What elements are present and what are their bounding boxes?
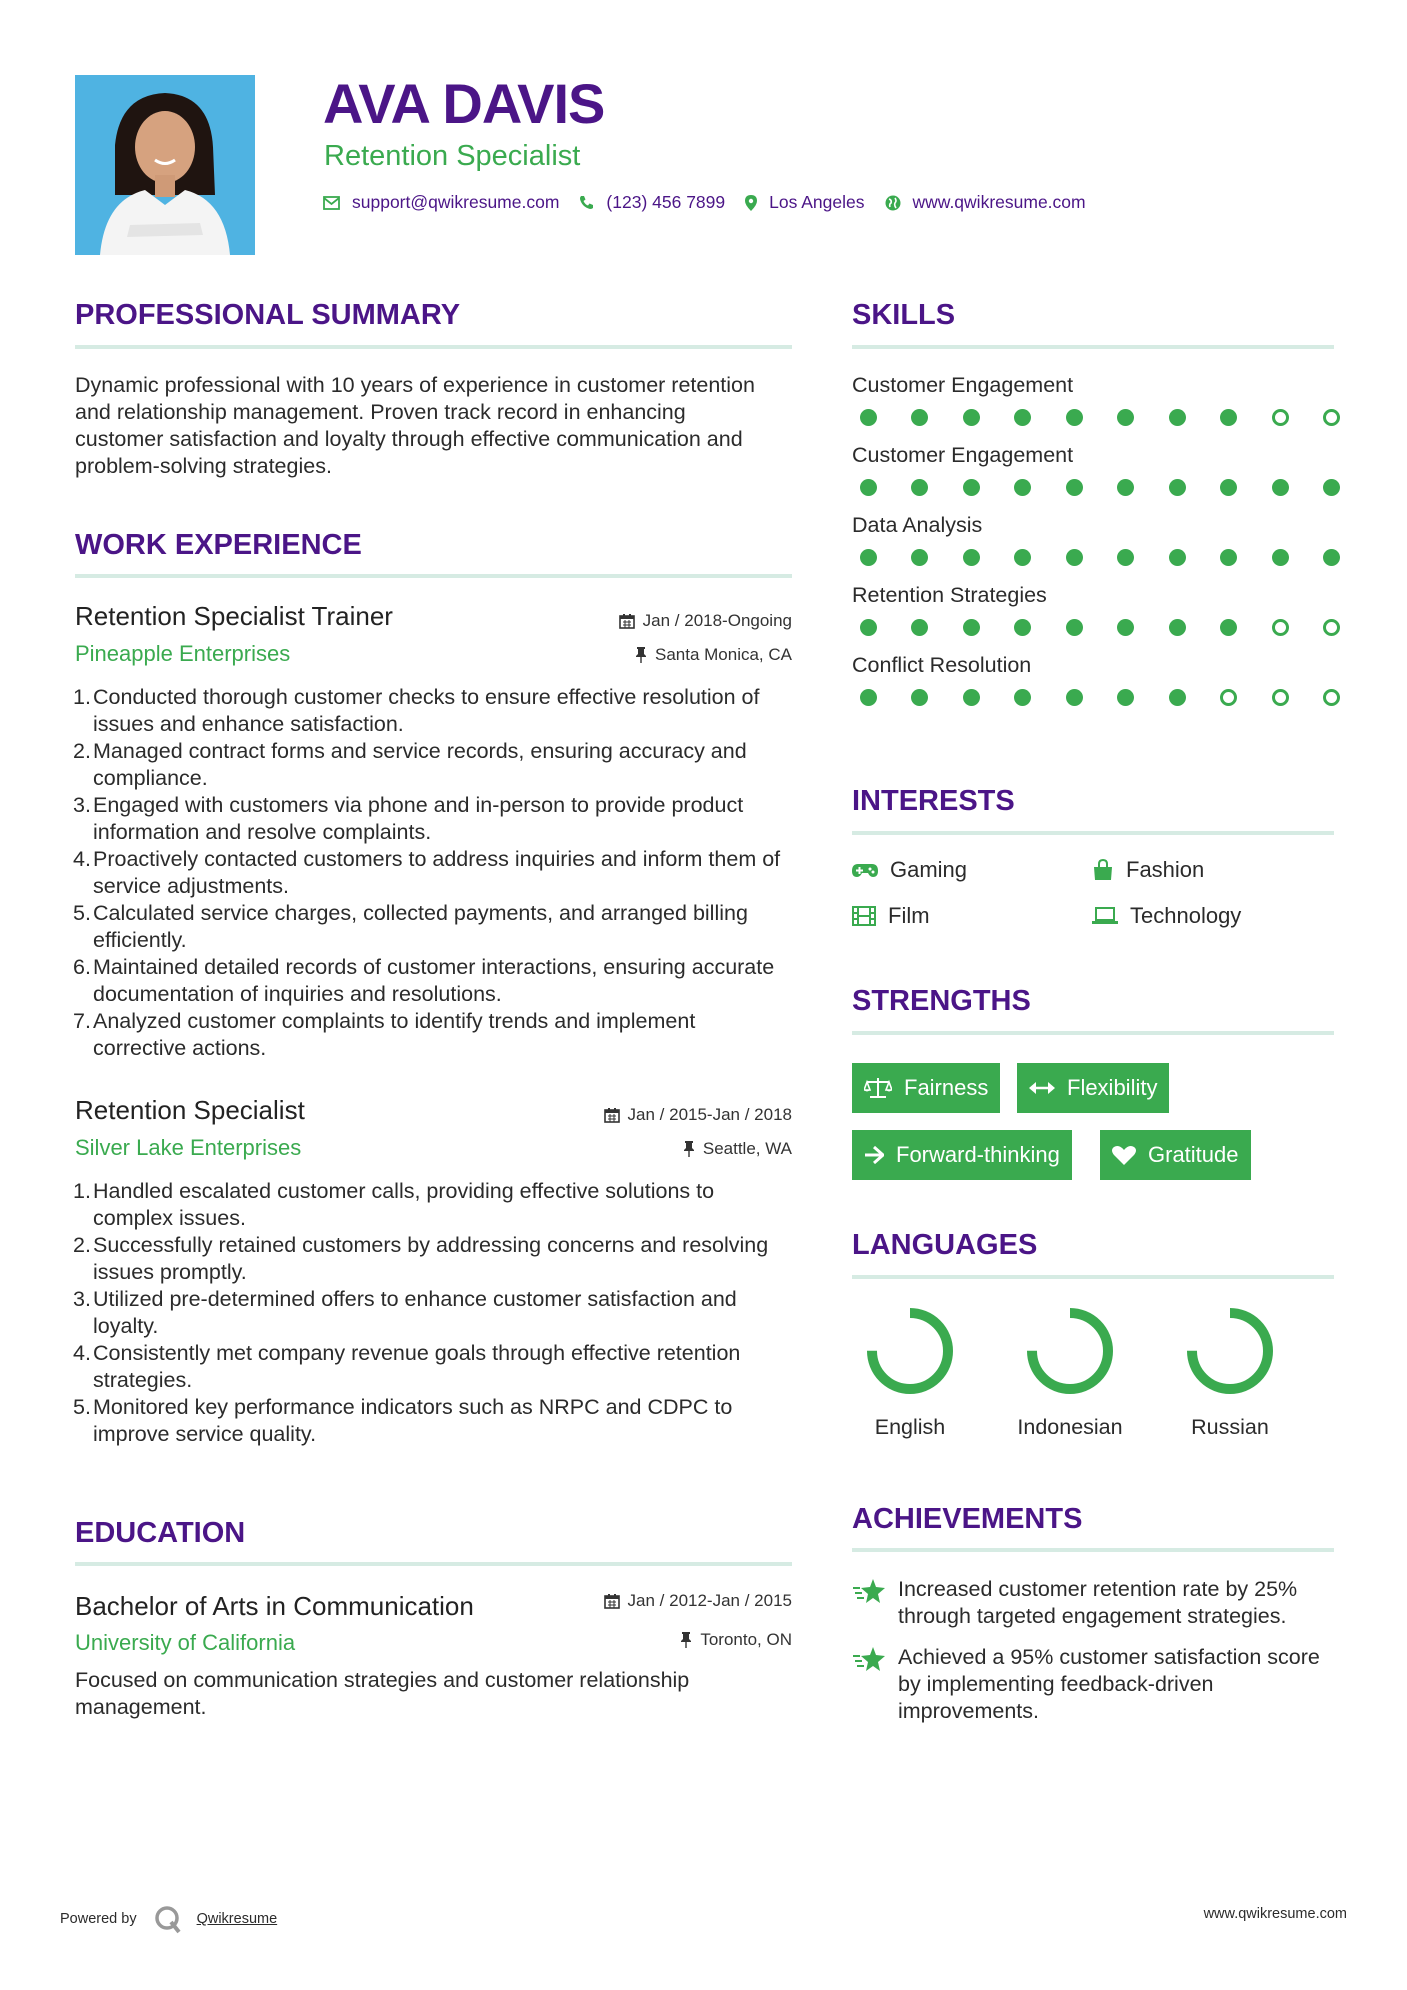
globe-icon	[885, 195, 901, 211]
language-progress-arc	[1192, 1313, 1268, 1389]
rating-dot	[1169, 689, 1186, 706]
interest-technology: Technology	[1092, 902, 1241, 930]
skill-item	[852, 512, 1342, 566]
rating-dot	[860, 619, 877, 636]
shopping-bag-icon	[1092, 859, 1114, 881]
footer-brand-link[interactable]: Qwikresume	[196, 1911, 278, 1927]
languages-divider	[852, 1275, 1334, 1279]
rating-dot	[1272, 549, 1289, 566]
language-progress-arc	[1032, 1313, 1108, 1389]
rating-dot	[1323, 409, 1340, 426]
rating-dot	[1220, 689, 1237, 706]
rating-dot	[1117, 479, 1134, 496]
rating-dot	[1117, 619, 1134, 636]
contact-bar	[323, 192, 1106, 213]
contact-location: Los Angeles	[769, 192, 865, 212]
experience-heading: WORK EXPERIENCE	[75, 529, 362, 561]
list-item: 4. Proactively contacted customers to address inquiries and inform them of service adjustments.	[73, 847, 781, 898]
strength-chip-forward-thinking: Forward-thinking	[852, 1130, 1072, 1180]
job-location	[683, 1138, 792, 1160]
education-heading: EDUCATION	[75, 1517, 246, 1549]
rating-dot	[911, 689, 928, 706]
phone-icon	[579, 195, 594, 210]
film-icon	[852, 906, 876, 926]
job-date-text: Jan / 2015-Jan / 2018	[627, 1105, 792, 1124]
skill-item	[852, 582, 1342, 636]
rating-dot	[1117, 689, 1134, 706]
summary-divider	[75, 345, 792, 349]
skill-name: Customer Engagement	[852, 443, 1074, 467]
education-location-text: Toronto, ON	[700, 1630, 792, 1649]
rating-dot	[1220, 549, 1237, 566]
rating-dot	[1169, 479, 1186, 496]
rating-dot	[911, 619, 928, 636]
job-duties-list	[75, 1178, 795, 1448]
achievements-divider	[852, 1548, 1334, 1552]
skill-rating	[860, 549, 1340, 566]
skill-name: Retention Strategies	[852, 583, 1047, 607]
rating-dot	[1323, 689, 1340, 706]
rating-dot	[1169, 549, 1186, 566]
experience-divider	[75, 574, 792, 578]
heart-icon	[1112, 1145, 1136, 1165]
job-date	[604, 1104, 792, 1126]
job-location	[635, 644, 792, 666]
list-item: 2. Managed contract forms and service records, ensuring accuracy and compliance.	[73, 739, 747, 790]
profile-photo	[75, 75, 255, 255]
language-label: Indonesian	[1017, 1415, 1123, 1439]
rating-dot	[1323, 479, 1340, 496]
rating-dot	[860, 549, 877, 566]
rating-dot	[963, 619, 980, 636]
job-location-text: Seattle, WA	[702, 1139, 792, 1158]
school-name: University of California	[75, 1630, 296, 1655]
balance-scale-icon	[864, 1077, 892, 1099]
contact-phone[interactable]: (123) 456 7899	[606, 192, 726, 212]
calendar-icon	[604, 1107, 620, 1123]
rating-dot	[963, 549, 980, 566]
star-award-icon	[852, 1578, 886, 1604]
rating-dot	[1272, 619, 1289, 636]
rating-dot	[1117, 549, 1134, 566]
skill-name: Conflict Resolution	[852, 653, 1032, 677]
rating-dot	[1014, 409, 1031, 426]
star-award-icon	[852, 1646, 886, 1672]
list-item: 5. Calculated service charges, collected payments, and arranged billing efficiently.	[73, 901, 748, 952]
languages-row	[835, 1303, 1305, 1441]
rating-dot	[1220, 479, 1237, 496]
interest-gaming: Gaming	[852, 856, 967, 884]
rating-dot	[1066, 689, 1083, 706]
rating-dot	[1220, 409, 1237, 426]
footer-site-link[interactable]: www.qwikresume.com	[1203, 1906, 1347, 1922]
rating-dot	[1014, 689, 1031, 706]
pushpin-icon	[635, 647, 647, 663]
language-progress-ring	[1182, 1303, 1278, 1399]
list-item: 5. Monitored key performance indicators such as NRPC and CDPC to improve service quality.	[73, 1395, 733, 1446]
language-progress-arc	[872, 1313, 948, 1389]
language-progress-ring	[862, 1303, 958, 1399]
skills-divider	[852, 345, 1334, 349]
rating-dot	[860, 689, 877, 706]
candidate-name: AVA DAVIS	[323, 72, 605, 135]
rating-dot	[1117, 409, 1134, 426]
education-date-text: Jan / 2012-Jan / 2015	[627, 1591, 792, 1610]
rating-dot	[1169, 619, 1186, 636]
education-date	[604, 1590, 792, 1612]
rating-dot	[1014, 549, 1031, 566]
contact-website[interactable]: www.qwikresume.com	[912, 192, 1086, 212]
gamepad-icon	[852, 862, 878, 878]
skill-name: Data Analysis	[852, 513, 983, 537]
list-item: 3. Utilized pre-determined offers to enhance customer satisfaction and loyalty.	[73, 1287, 737, 1338]
strength-chip-flexibility: Flexibility	[1017, 1063, 1169, 1113]
education-location	[680, 1629, 792, 1651]
contact-email[interactable]: support@qwikresume.com	[352, 192, 560, 212]
skill-rating	[860, 689, 1340, 706]
job-duties-list	[75, 684, 785, 1062]
language-label: English	[874, 1415, 946, 1439]
job-company: Silver Lake Enterprises	[75, 1135, 302, 1160]
strengths-divider	[852, 1031, 1334, 1035]
interest-fashion: Fashion	[1092, 856, 1204, 884]
skill-rating	[860, 479, 1340, 496]
list-item: 6. Maintained detailed records of customer interactions, ensuring accurate documentation of inquiries and resolutions.	[73, 955, 775, 1006]
language-progress-ring	[1022, 1303, 1118, 1399]
list-item: 1. Conducted thorough customer checks to ensure effective resolution of issues and enhance satisfaction.	[73, 685, 760, 736]
rating-dot	[1272, 479, 1289, 496]
rating-dot	[963, 409, 980, 426]
summary-text: Dynamic professional with 10 years of experience in customer retention and relationship management. Proven track record in enhancing customer satisfaction and loyalty through effective communication and problem-solving strategies.	[75, 373, 755, 478]
achievements-list	[852, 1576, 1332, 1725]
job-title: Retention Specialist Trainer	[75, 601, 393, 631]
list-item: 4. Consistently met company revenue goals through effective retention strategies.	[73, 1341, 741, 1392]
rating-dot	[911, 479, 928, 496]
arrow-right-icon	[864, 1146, 884, 1164]
interests-heading: INTERESTS	[852, 785, 1015, 817]
rating-dot	[1169, 409, 1186, 426]
calendar-icon	[604, 1593, 620, 1609]
calendar-icon	[619, 613, 635, 629]
education-text: Focused on communication strategies and customer relationship management.	[75, 1668, 690, 1719]
strengths-heading: STRENGTHS	[852, 985, 1031, 1017]
languages-heading: LANGUAGES	[852, 1229, 1038, 1261]
list-item: 7. Analyzed customer complaints to identify trends and implement corrective actions.	[73, 1009, 696, 1060]
rating-dot	[1272, 689, 1289, 706]
rating-dot	[1014, 479, 1031, 496]
job-company: Pineapple Enterprises	[75, 641, 291, 666]
rating-dot	[860, 479, 877, 496]
rating-dot	[963, 689, 980, 706]
rating-dot	[860, 409, 877, 426]
skills-heading: SKILLS	[852, 299, 956, 331]
list-item: 1. Handled escalated customer calls, providing effective solutions to complex issues.	[73, 1179, 715, 1230]
language-item	[995, 1303, 1145, 1441]
skill-item	[852, 652, 1342, 706]
job-title: Retention Specialist	[75, 1095, 305, 1125]
envelope-icon	[323, 196, 340, 210]
job-location-text: Santa Monica, CA	[654, 645, 792, 664]
candidate-title: Retention Specialist	[324, 140, 581, 172]
achievements-heading: ACHIEVEMENTS	[852, 1503, 1083, 1535]
rating-dot	[1272, 409, 1289, 426]
strength-chip-fairness: Fairness	[852, 1063, 1000, 1113]
rating-dot	[1066, 479, 1083, 496]
rating-dot	[963, 479, 980, 496]
map-pin-icon	[745, 195, 757, 211]
list-item: 2. Successfully retained customers by addressing concerns and resolving issues promptly.	[73, 1233, 769, 1284]
skills-list	[852, 372, 1342, 722]
pushpin-icon	[683, 1141, 695, 1157]
arrows-horizontal-icon	[1029, 1081, 1055, 1095]
skill-rating	[860, 619, 1340, 636]
pushpin-icon	[680, 1632, 692, 1648]
skill-item	[852, 442, 1342, 496]
rating-dot	[1014, 619, 1031, 636]
rating-dot	[911, 549, 928, 566]
rating-dot	[911, 409, 928, 426]
list-item: 3. Engaged with customers via phone and in-person to provide product information and resolve complaints.	[73, 793, 744, 844]
list-item: Increased customer retention rate by 25% through targeted engagement strategies.	[852, 1576, 1332, 1630]
job-date	[619, 610, 792, 632]
rating-dot	[1066, 549, 1083, 566]
list-item: Achieved a 95% customer satisfaction score by implementing feedback-driven improvements.	[852, 1644, 1332, 1725]
qwikresume-logo-icon	[153, 1904, 183, 1934]
degree-title: Bachelor of Arts in Communication	[75, 1591, 474, 1621]
laptop-icon	[1092, 907, 1118, 925]
rating-dot	[1323, 549, 1340, 566]
rating-dot	[1220, 619, 1237, 636]
summary-heading: PROFESSIONAL SUMMARY	[75, 299, 461, 331]
skill-name: Customer Engagement	[852, 373, 1074, 397]
job-date-text: Jan / 2018-Ongoing	[642, 611, 792, 630]
rating-dot	[1066, 619, 1083, 636]
language-label: Russian	[1191, 1415, 1269, 1439]
rating-dot	[1066, 409, 1083, 426]
rating-dot	[1323, 619, 1340, 636]
footer-powered-by: Powered by Qwikresume	[60, 1904, 277, 1934]
education-divider	[75, 1562, 792, 1566]
skill-rating	[860, 409, 1340, 426]
language-item	[1155, 1303, 1305, 1441]
interest-film: Film	[852, 902, 930, 930]
interests-divider	[852, 831, 1334, 835]
language-item	[835, 1303, 985, 1441]
skill-item	[852, 372, 1342, 426]
strength-chip-gratitude: Gratitude	[1100, 1130, 1251, 1180]
